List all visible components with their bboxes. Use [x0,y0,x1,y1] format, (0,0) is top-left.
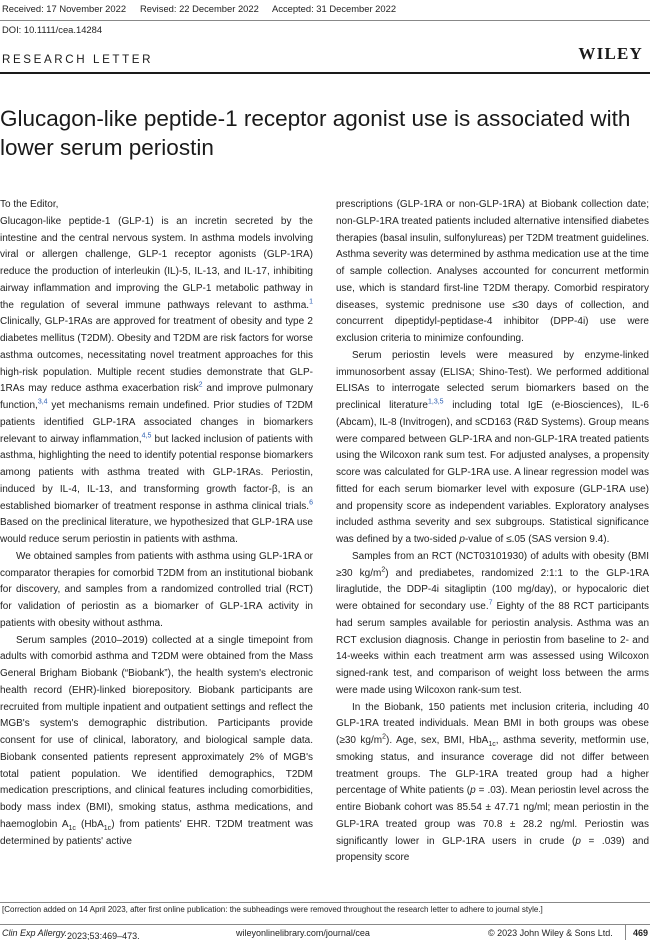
citation-ref[interactable]: 7 [488,599,493,607]
revised-date: Revised: 22 December 2022 [140,3,259,14]
citation-ref[interactable]: 2 [198,381,203,389]
article-title: Glucagon-like peptide-1 receptor agonist use is associated with lower serum periostin [0,106,631,160]
page-footer [0,924,650,940]
salutation: To the Editor, [0,199,59,210]
footer-separator [625,925,626,940]
right-column [336,197,649,867]
citation-ref[interactable]: 4,5 [141,432,152,440]
left-column [0,197,313,850]
paragraph-samples: We obtained samples from patients with asthma using GLP-1RA or comparator therapies for comorbid T2DM from an institutional biobank for discovery, and samples from a randomized controlled trial (RCT) for validation of periostin as a biomarker of GLP-1RA activity in patients with obesity without asthma. [0,550,313,629]
citation-ref[interactable]: 1,3,5 [428,398,444,406]
page-number: 469 [632,928,648,938]
citation-ref[interactable]: 1 [309,298,313,306]
doi-link[interactable]: DOI: 10.1111/cea.14284 [2,24,103,35]
citation-ref[interactable]: 6 [309,499,313,507]
copyright: © 2023 John Wiley & Sons Ltd. [488,928,613,938]
publisher-logo: WILEY [578,44,643,63]
paragraph-prescriptions: prescriptions (GLP-1RA or non-GLP-1RA) at Biobank collection date; non-GLP-1RA treated patients included alternative intensified diabetes therapies (basal insulin, sulfonylureas) per T2DM treatment guidelines. Asthma severity was determined by asthma medication use at the time of sample collection. Analyses accounted for concurrent metformin use, which is standard first-line T2DM therapy. Comorbid respiratory diseases, systemic prednisone use ≤30 days of collection, and concurrent dipeptidyl-peptidase-4 inhibitor (DPP-4i) use were exclusion criteria to minimize confounding. [336,199,649,344]
received-date: Received: 17 November 2022 [2,3,127,14]
journal-url[interactable]: wileyonlinelibrary.com/journal/cea [236,928,370,938]
citation-ref[interactable]: 3,4 [37,398,48,406]
paragraph-elisa: Serum periostin levels were measured by enzyme-linked immunosorbent assay (ELISA; Shino-Test). We performed additional ELISAs to interrogate selected serum biomarkers based on the preclinical literature$^{1,3,5}$ including total IgE (e-Biosciences), IL-6 (Abcam), IL-8 (Invitrogen), and sCD163 (R&D Systems). Group means were compared between GLP-1RA and non-GLP-1RA treated patients using the Wilcoxon rank sum test. For adjusted analyses, a propensity score was calculated for GLP-1RA use. A linear regression model was fitted for each serum biomarker level with exposure (GLP-1RA use) and propensity score as independent variables. Exploratory analyses included asthma severity and sex subgroups. Statistical significance was defined by a two-sided p-value of ≤.05 (SAS version 9.4). [336,349,649,545]
paragraph-intro: Glucagon-like peptide-1 (GLP-1) is an incretin secreted by the intestine and the central nervous system. In asthma models involving viral or allergen challenge, GLP-1 receptor agonists (GLP-1RA) reduce the production of interleukin (IL)-5, IL-13, and IL-17, inhibiting airway inflammation and improving the GLP-1 metabolic pathway in the regulation of several immune pathways relevant to asthma.$^1$ Clinically, GLP-1RAs are approved for treatment of obesity and type 2 diabetes mellitus (T2DM). Obesity and T2DM are risk factors for worse asthma outcomes, necessitating novel treatment approaches for this high-risk population. Multiple recent studies demonstrate that GLP-1RAs may reduce asthma exacerbation risk$^2$ and improve pulmonary function,$^{3,4}$ yet mechanisms remain undefined. Prior studies of T2DM patients identified GLP-1RA associated changes in biomarkers relevant to airway inflammation,$^{4,5}$ but lacked inclusion of patients with asthma, highlighting the need to identify potential response biomarkers among patients with asthma treated with GLP-1RAs. Periostin, induced by IL-4, IL-13, and transforming growth factor-β, is an established biomarker of treatment response in asthma clinical trials.$^6$ Based on the preclinical literature, we hypothesized that GLP-1RA use would reduce serum periostin in patients with asthma. [0,215,313,545]
correction-note: [Correction added on 14 April 2023, after first online publication: the subheadings were removed throughout the research letter to adhere to journal style.] [2,905,543,914]
paragraph-results: In the Biobank, 150 patients met inclusion criteria, including 40 GLP-1RA treated individuals. Mean BMI in both groups was obese (≥30 $kg/m^2$). Age, sex, BMI, HbA$_{1c}$, asthma severity, metformin use, smoking status, and insurance coverage did not differ between treatment groups. The GLP-1RA treated group had a higher percentage of White patients (p = .03). Mean periostin level across the entire Biobank cohort was 85.54 ± 47.71 ng/ml; mean periostin in the GLP-1RA treated group was 70.8 ± 28.2 ng/ml. Periostin was significantly lower in GLP-1RA users in crude (p = .039) and propensity score [336,701,650,864]
paragraph-biobank: Serum samples (2010–2019) collected at a single timepoint from adults with comorbid asthma and T2DM were obtained from the Mass General Brigham Biobank (“Biobank”), the health system's electronic health record (EHR)-linked biorepository. Biobank participants are recruited from multiple inpatient and outpatient settings and reflect the MGB's system's demographic distribution. Participants provide consent for use of clinical, laboratory, and biological sample data. Biobank consented patients represent approximately 2% of MGB's total patient population. We identified demographics, T2DM medication prescriptions, and clinical features including comorbidities, body mass index (BMI), smoking status, asthma medications, and haemoglobin $A_{1c}$ (HbA$_{1c}$) from patients' EHR. T2DM treatment was determined by patients' active [0,634,313,847]
journal-citation: Clin Exp Allergy. 2023;53:469–473. [2,928,140,940]
paragraph-rct: Samples from an RCT (NCT03101930) of adults with obesity (BMI ≥30 $kg/m^2$) and prediabetes, randomized 2:1:1 to the GLP-1RA liraglutide, the DDP-4i sitagliptin (100 mg/day), or hypocaloric diet were obtained for secondary use.$^7$ Eighty of the 88 RCT participants had serum samples available for periostin analysis. Asthma was an RCT exclusion diagnosis. Change in periostin from baseline to 2- and 14-weeks within each treatment arm was assessed using Wilcoxon signed-rank test, and comparison of weight loss between the arms were made using Wilcoxon rank-sum test. [336,550,649,696]
correction-divider [0,902,650,903]
header-divider [0,72,650,74]
section-label: RESEARCH LETTER [2,53,154,66]
accepted-date: Accepted: 31 December 2022 [272,3,397,14]
article-history-bar [0,0,650,21]
